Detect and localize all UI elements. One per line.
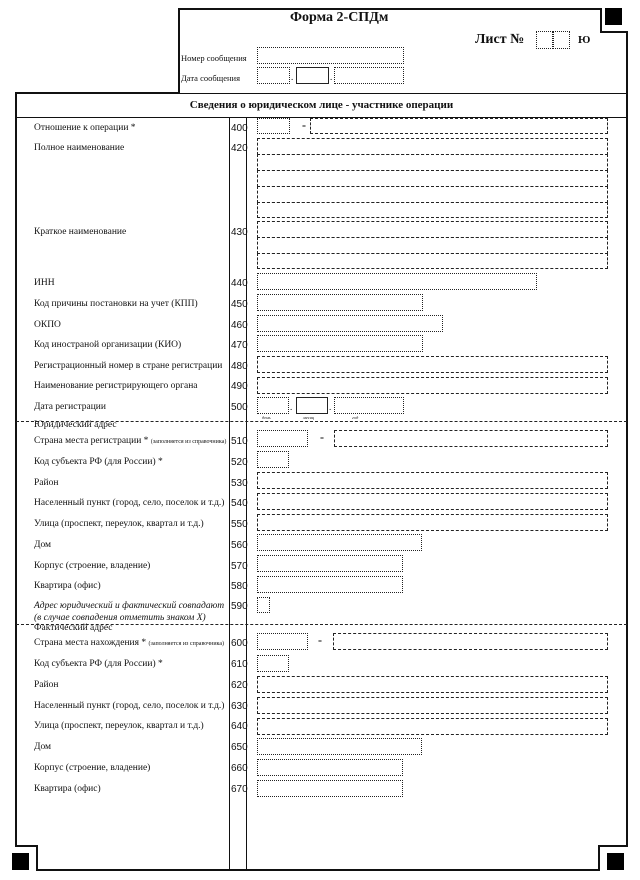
field-code: 670	[231, 784, 248, 795]
legal-house-input[interactable]	[257, 534, 422, 551]
legal-apartment-input[interactable]	[257, 576, 403, 593]
full-name-line-2[interactable]	[257, 154, 608, 171]
field-label: Код иностраной организации (КИО)	[34, 340, 182, 350]
field-label: Код субъекта РФ (для России) *	[34, 457, 163, 467]
field-label: Краткое наименование	[34, 227, 127, 237]
legal-region-code-input[interactable]	[257, 451, 289, 468]
field-code: 500	[231, 402, 248, 413]
dash: -	[318, 633, 322, 647]
field-label: Отношение к операции *	[34, 123, 136, 133]
day-sublabel: день	[262, 415, 271, 420]
registration-country-code[interactable]	[257, 430, 308, 447]
field-code: 620	[231, 680, 248, 691]
month-sublabel: месяц	[303, 415, 315, 420]
full-name-line-5[interactable]	[257, 202, 608, 218]
message-date-year[interactable]	[334, 67, 404, 84]
short-name-line-3[interactable]	[257, 253, 608, 269]
date-separator: .	[330, 72, 333, 82]
registration-number-input[interactable]	[257, 356, 608, 373]
actual-district-input[interactable]	[257, 676, 608, 693]
field-code: 400	[231, 123, 248, 134]
field-code: 460	[231, 320, 248, 331]
actual-locality-input[interactable]	[257, 697, 608, 714]
full-name-line-4[interactable]	[257, 186, 608, 203]
field-label: Страна места нахождения *	[34, 638, 147, 648]
field-label: Улица (проспект, переулок, квартал и т.д.)	[34, 519, 204, 529]
registering-authority-input[interactable]	[257, 377, 608, 394]
field-code: 610	[231, 659, 248, 670]
actual-building-input[interactable]	[257, 759, 403, 776]
field-label: Улица (проспект, переулок, квартал и т.д.)	[34, 721, 204, 731]
field-note: (заполняется из справочника)	[150, 439, 227, 445]
sheet-label: Лист №	[475, 32, 525, 47]
relation-text-input[interactable]	[310, 118, 608, 134]
form-title: Форма 2-СПДм	[290, 10, 389, 25]
legal-building-input[interactable]	[257, 555, 403, 572]
field-code: 640	[231, 721, 248, 732]
registration-country-name[interactable]	[334, 430, 608, 447]
legal-district-input[interactable]	[257, 472, 608, 489]
field-label: Корпус (строение, владение)	[34, 763, 151, 773]
field-code: 520	[231, 457, 248, 468]
field-code: 490	[231, 381, 248, 392]
full-name-line-1[interactable]	[257, 138, 608, 155]
inn-input[interactable]	[257, 273, 537, 290]
field-note: (заполняется из справочника)	[148, 641, 225, 647]
field-label: Квартира (офис)	[34, 581, 101, 591]
sheet-number-digit-1[interactable]	[536, 31, 553, 49]
field-code: 530	[231, 478, 248, 489]
field-code: 420	[231, 143, 248, 154]
message-date-label: Дата сообщения	[181, 73, 240, 83]
kpp-input[interactable]	[257, 294, 423, 311]
sheet-number-digit-2[interactable]	[553, 31, 570, 49]
legal-address-title: Юридический адрес	[34, 420, 117, 430]
field-label: Адрес юридический и фактический совпадают	[34, 601, 225, 611]
location-country-code[interactable]	[257, 633, 308, 650]
field-code: 650	[231, 742, 248, 753]
field-label: ИНН	[34, 278, 55, 288]
field-code: 580	[231, 581, 248, 592]
message-date-day[interactable]	[257, 67, 290, 84]
field-label: Дом	[34, 742, 52, 752]
field-label: Страна места регистрации *	[34, 436, 149, 446]
message-number-label: Номер сообщения	[181, 53, 247, 63]
field-code: 430	[231, 227, 248, 238]
field-code: 480	[231, 361, 248, 372]
field-code: 550	[231, 519, 248, 530]
field-code: 570	[231, 561, 248, 572]
dash: -	[302, 118, 306, 132]
field-label: Квартира (офис)	[34, 784, 101, 794]
field-label: Населенный пункт (город, село, поселок и т.д.)	[34, 701, 225, 711]
message-date-month[interactable]	[296, 67, 329, 84]
actual-street-input[interactable]	[257, 718, 608, 735]
field-code: 560	[231, 540, 248, 551]
date-separator: .	[290, 402, 293, 412]
location-country-name[interactable]	[333, 633, 608, 650]
field-label: Код причины постановки на учет (КПП)	[34, 299, 198, 309]
actual-house-input[interactable]	[257, 738, 422, 755]
actual-region-code-input[interactable]	[257, 655, 289, 672]
short-name-line-1[interactable]	[257, 221, 608, 238]
registration-date-month[interactable]	[296, 397, 328, 414]
sheet-suffix: Ю	[578, 34, 591, 46]
date-separator: .	[329, 402, 332, 412]
field-code: 630	[231, 701, 248, 712]
actual-address-title: Фактический адрес	[34, 623, 113, 633]
relation-code-input[interactable]	[257, 118, 290, 134]
corner-marker-bottom-left	[12, 853, 29, 870]
field-code: 510	[231, 436, 248, 447]
legal-locality-input[interactable]	[257, 493, 608, 510]
field-code: 470	[231, 340, 248, 351]
corner-marker-bottom-right	[607, 853, 624, 870]
kio-input[interactable]	[257, 335, 423, 352]
corner-marker-top-right	[605, 8, 622, 25]
field-code: 440	[231, 278, 248, 289]
legal-street-input[interactable]	[257, 514, 608, 531]
short-name-line-2[interactable]	[257, 237, 608, 254]
actual-apartment-input[interactable]	[257, 780, 403, 797]
registration-date-year[interactable]	[334, 397, 404, 414]
field-code: 590	[231, 601, 248, 612]
field-label: ОКПО	[34, 320, 61, 330]
field-label: Район	[34, 478, 59, 488]
year-sublabel: год	[352, 415, 359, 420]
message-number-input[interactable]	[257, 47, 404, 64]
date-separator: .	[291, 72, 294, 82]
address-match-checkbox[interactable]	[257, 597, 270, 613]
field-code: 540	[231, 498, 248, 509]
field-code: 600	[231, 638, 248, 649]
field-label: Дата регистрации	[34, 402, 106, 412]
field-label-note: (в случае совпадения отметить знаком X)	[34, 613, 206, 623]
field-label: Корпус (строение, владение)	[34, 561, 151, 571]
dash: -	[320, 430, 324, 444]
field-label: Код субъекта РФ (для России) *	[34, 659, 163, 669]
field-label: Дом	[34, 540, 52, 550]
field-code: 660	[231, 763, 248, 774]
okpo-input[interactable]	[257, 315, 443, 332]
section-title: Сведения о юридическом лице - участнике операции	[189, 99, 454, 111]
field-label: Населенный пункт (город, село, поселок и т.д.)	[34, 498, 225, 508]
field-label: Наименование регистрирующего органа	[34, 381, 198, 391]
full-name-line-3[interactable]	[257, 170, 608, 187]
field-label: Полное наименование	[34, 143, 125, 153]
field-label: Район	[34, 680, 59, 690]
field-code: 450	[231, 299, 248, 310]
field-label: Регистрационный номер в стране регистрации	[34, 361, 223, 371]
registration-date-day[interactable]	[257, 397, 289, 414]
